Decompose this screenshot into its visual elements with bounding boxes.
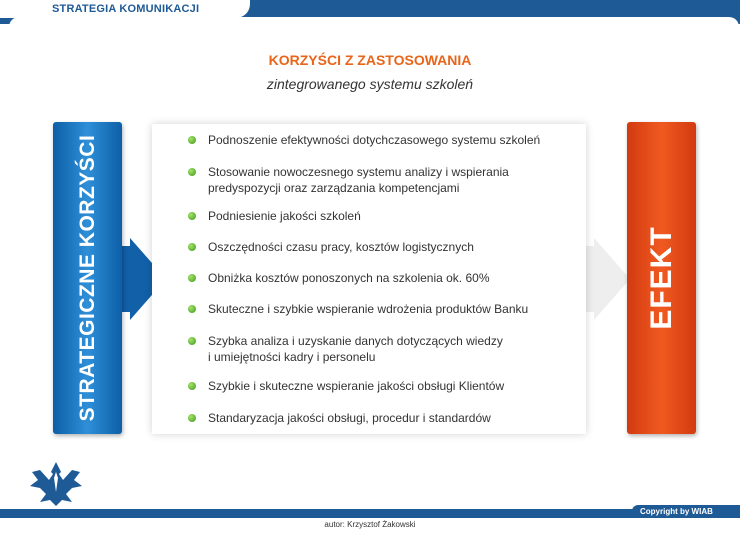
benefit-line: Obniżka kosztów ponoszonych na szkolenia ok. 60% xyxy=(208,271,490,285)
benefit-line: Oszczędności czasu pracy, kosztów logistycznych xyxy=(208,240,474,254)
author-text: autor: Krzysztof Żakowski xyxy=(324,520,416,529)
effect-label: EFEKT xyxy=(645,226,678,330)
benefit-line: Szybka analiza i uzyskanie danych dotyczących wiedzy xyxy=(208,334,503,348)
slide-title: KORZYŚCI Z ZASTOSOWANIA xyxy=(268,52,472,68)
benefit-item xyxy=(188,333,503,365)
strategic-benefits-label: STRATEGICZNE KORZYŚCI xyxy=(76,134,99,422)
bottom-banner xyxy=(0,509,740,518)
slide-subtitle: zintegrowanego systemu szkoleń xyxy=(266,76,474,92)
green-dot-icon xyxy=(188,382,196,390)
benefit-item xyxy=(188,378,504,394)
benefit-item xyxy=(188,410,491,426)
benefit-line: Standaryzacja jakości obsługi, procedur i standardów xyxy=(208,411,491,425)
green-dot-icon xyxy=(188,305,196,313)
benefit-line: i umiejętności kadry i personelu xyxy=(208,350,376,364)
green-dot-icon xyxy=(188,337,196,345)
benefit-line: Skuteczne i szybkie wspieranie wdrożenia produktów Banku xyxy=(208,302,529,316)
arrow-right-gray-icon xyxy=(582,238,632,320)
benefit-line: Stosowanie nowoczesnego systemu analizy i wspierania xyxy=(208,165,509,179)
green-dot-icon xyxy=(188,212,196,220)
benefit-line: predyspozycji oraz zarządzania kompetencjami xyxy=(208,181,460,195)
benefit-item xyxy=(188,132,540,148)
green-dot-icon xyxy=(188,274,196,282)
benefit-item xyxy=(188,208,361,224)
benefit-line: Podniesienie jakości szkoleń xyxy=(208,209,361,223)
benefit-line: Szybkie i skuteczne wspieranie jakości obsługi Klientów xyxy=(208,379,505,393)
copyright-text: Copyright by WIAB xyxy=(640,507,713,516)
corner-circle-icon xyxy=(717,21,731,35)
green-dot-icon xyxy=(188,136,196,144)
benefit-item xyxy=(188,164,509,196)
section-title: STRATEGIA KOMUNIKACJI xyxy=(52,3,200,15)
benefit-line: Podnoszenie efektywności dotychczasowego systemu szkoleń xyxy=(208,133,541,147)
green-dot-icon xyxy=(188,414,196,422)
benefit-item xyxy=(188,270,490,286)
benefit-item xyxy=(188,239,474,255)
green-dot-icon xyxy=(188,168,196,176)
benefit-item xyxy=(188,301,528,317)
green-dot-icon xyxy=(188,243,196,251)
eagle-logo-icon xyxy=(28,458,84,508)
